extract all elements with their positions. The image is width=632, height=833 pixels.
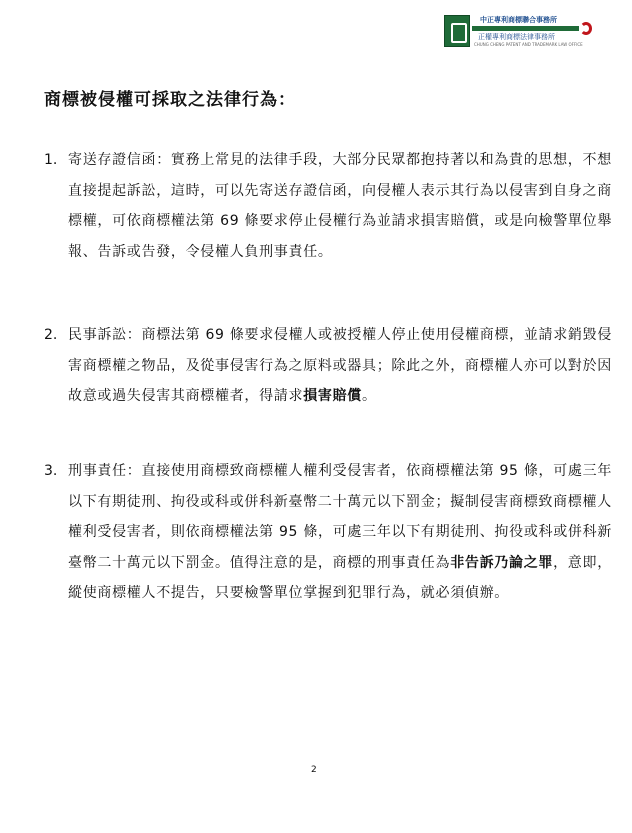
list-item-number: 3.	[44, 463, 58, 479]
text-line: 報、告訴或告發，令侵權人負刑事責任。	[68, 243, 333, 260]
text-segment: 臺幣二十萬元以下罰金。值得注意的是，商標的刑事責任為	[68, 554, 451, 571]
logo-green-stripe	[472, 26, 579, 31]
text-line: 民事訴訟：商標法第 69 條要求侵權人或被授權人停止使用侵權商標，並請求銷毀侵	[68, 327, 613, 343]
text-segment: 。	[362, 388, 377, 405]
bold-term-non-complaint-offense: 非告訴乃論之罪	[450, 554, 554, 571]
document-title: 商標被侵權可採取之法律行為：	[44, 90, 296, 110]
text-line: 寄送存證信函：實務上常見的法律手段，大部分民眾都抱持著以和為貴的思想，不想	[68, 152, 612, 168]
logo-name-line1: 中正專利商標聯合事務所	[480, 16, 557, 24]
text-line: 刑事責任：直接使用商標致商標權人權利受侵害者，依商標權法第 95 條，可處三年	[68, 463, 613, 479]
logo-emblem-icon	[444, 15, 470, 47]
list-item-text	[68, 456, 613, 609]
page-number: 2	[311, 765, 317, 775]
text-line: 權利受侵害者，則依商標權法第 95 條，可處三年以下有期徒刑、拘役或科或併科新	[68, 524, 613, 541]
list-item-text	[68, 320, 613, 412]
text-line: 害商標權之物品，及從事侵害行為之原料或器具；除此之外，商標權人亦可以對於因	[68, 357, 612, 374]
logo-name-line3: CHUNG CHENG PATENT AND TRADEMARK LAW OFFICE	[474, 42, 583, 47]
text-line: 以下有期徒刑、拘役或科或併科新臺幣二十萬元以下罰金；擬制侵害商標致商標權人	[68, 493, 612, 510]
bold-term-damages: 損害賠償	[303, 388, 363, 405]
text-segment: 故意或過失侵害其商標權者，得請求	[68, 388, 304, 405]
text-line: 標權，可依商標權法第 69 條要求停止侵權行為並請求損害賠償，或是向檢警單位舉	[68, 213, 613, 230]
text-line: 直接提起訴訟，這時，可以先寄送存證信函，向侵權人表示其行為以侵害到自身之商	[68, 182, 612, 199]
logo-swoosh-icon	[580, 22, 592, 35]
logo-name-line2: 正權專利商標法律事務所	[478, 33, 555, 41]
list-item-number: 2.	[44, 327, 58, 343]
text-line	[68, 548, 612, 579]
text-line: 縱使商標權人不提告，只要檢警單位掌握到犯罪行為，就必須偵辦。	[68, 585, 509, 602]
law-office-logo	[444, 15, 594, 49]
list-item-text	[68, 145, 613, 267]
text-line	[68, 381, 598, 412]
text-segment: ，意即，	[553, 554, 612, 571]
list-item-number: 1.	[44, 152, 58, 168]
